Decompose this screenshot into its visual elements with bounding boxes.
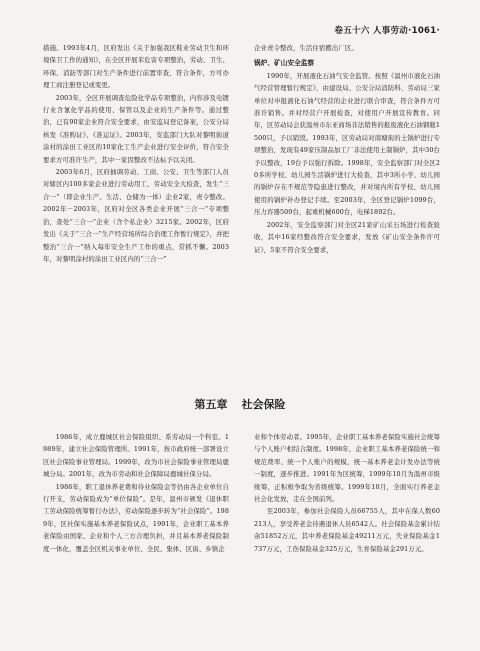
chapter-number: 第五章 <box>194 398 228 411</box>
page-header: 卷五十六 人事劳动·1061· <box>334 26 440 36</box>
paragraph: 业和个体劳动者。1995年，企业职工基本养老保险实施社会统筹与个人账户相结合制度。1998年，企业职工基本养老保险统一和规范费率、统一个人账户的规模，统一基本养老金计发办法等统一制度，逐步推进。1991年为区统筹，1999年10月为温州市级统筹，正积极争取为省级统筹。1999年10月，全面实行养老金社会化发放，走在全国前列。 <box>254 433 440 504</box>
paragraph: 1986年，职工退休养老费和待业保险金等仍由各企业单位自行开支，劳动保险成为“单位保险”。是年，温州市颁发《退休职工劳动保险统筹暂行办法》，劳动保险逐步转为“社会保险”。1989年，区社保实施基本养老保险试点，1991年，企业职工基本养老保险由国家、企业和个人三方合理负担，并且基本养老保险制度一体化，覆盖全区机关事业单位、全民、集体、区街、乡镇企 <box>43 482 229 553</box>
top-left-column <box>43 42 229 265</box>
paragraph: 措施。1993年4月，区府发出《关于加强我区鞋业劳动卫生和环境保卫工作的通知》，在全区开展苯危害专项整治，劳动、卫生、环保、消防等部门对生产条件进行前置审查，符合条件，方可办理工商注册登记或变更。 <box>43 44 229 90</box>
paragraph: 1990年，开展液化石油气安全监管。按照《温州市液化石油气经营管理暂行规定》，由建设局、公安分局消防科、劳动局三家单位对申报液化石油气经营的企业进行联合审查，符合条件方可准许销售。并对经营户开展检查，对使用户开展宣传教育。同年，区劳动局会获温州市东亚商场非法销售的报废液化石油钢瓶1500只，予以销毁。1993年，区劳动局对南塘街的土锅炉进行专项整治，发现有49家压制品加工厂非法使用土制锅炉，其中30台予以整改，19台予以强行拆除。1998年，安全监察部门对全区20多所学校、幼儿园生活锅炉进行大检查，其中3所小学、幼儿园的锅炉存在不规范等隐患进行整改，并对境内所有学校、幼儿园使用的锅炉补办登记手续。至2003年，全区登记锅炉1099台，压力容器509台，起重机械600台，电梯1892台。 <box>254 71 440 217</box>
paragraph: 2003年6月，区府抽调劳动、工商、公安、卫生等部门人员对辖区内100多家企业进行劳动用工、劳动安全大检查，发生“三合一”（即企业生产、生活、仓储为一体）企业2家，责令整改。2002年－2003年，区府对全区各类企业开展“三合一”专项整治，查处“三合一”企业（含个私企业）3215家。2002年，区府发出《关于“三合一”生产经营场所综合治理工作暂行规定》，并把整治“三合一”纳入每年安全生产工作的重点，常抓不懈。2003年，对黎明涂村的涂田工业区内的“三合一” <box>43 168 229 263</box>
section-heading: 锅炉、矿山安全监察 <box>254 59 315 68</box>
bottom-left-column <box>43 431 229 555</box>
paragraph: 2002年，安全监察部门对全区21家矿山采石场进行检查验收，其中16家经整改符合安全要求，发放《矿山安全条件许可证》，5家不符合安全要求， <box>254 220 440 254</box>
paragraph: 2003年，全区开展调查危险化学品专项整治，内容涉及电镀行业含氰化学品的使用、保管以及企业的生产条件等。通过整治，已有90家企业符合安全要求，由安监局登记备案，公安分局核发《准购证》、《准运证》。2003年，安监部门大队对黎明街道涂村的涂田工业区的10家化工生产企业进行安全评价，符合安全要求方可准许生产，其中一家因整改不达标予以关闭。 <box>43 93 229 164</box>
chapter-title: 社会保险 <box>241 398 286 411</box>
paragraph: 1986年，成立鹿城区社会保险组织、系劳动局一个科室。1989年，建立社会保险管理所。1991年，按市政府统一部署设立区社会保险事业管理局。1999年，改为市社会保险事业管理局鹿城分局。2001年，改为市劳动和社会保障局鹿城社保分局。 <box>43 433 229 479</box>
bottom-right-column <box>254 431 440 555</box>
chapter-heading <box>0 396 480 412</box>
top-right-column <box>254 42 440 256</box>
paragraph: 至2003年，参加社会保险人员66755人，其中在保人数60213人，享受养老金待遇退休人员6542人。社会保险基金累计结余51852万元，其中养老保险基金49211万元，失业保险基金1737万元，工伤保险基金325万元，生育保险基金291万元。 <box>254 507 440 553</box>
paragraph: 企业责令整改，生活住宿搬出厂区。 <box>254 44 358 52</box>
